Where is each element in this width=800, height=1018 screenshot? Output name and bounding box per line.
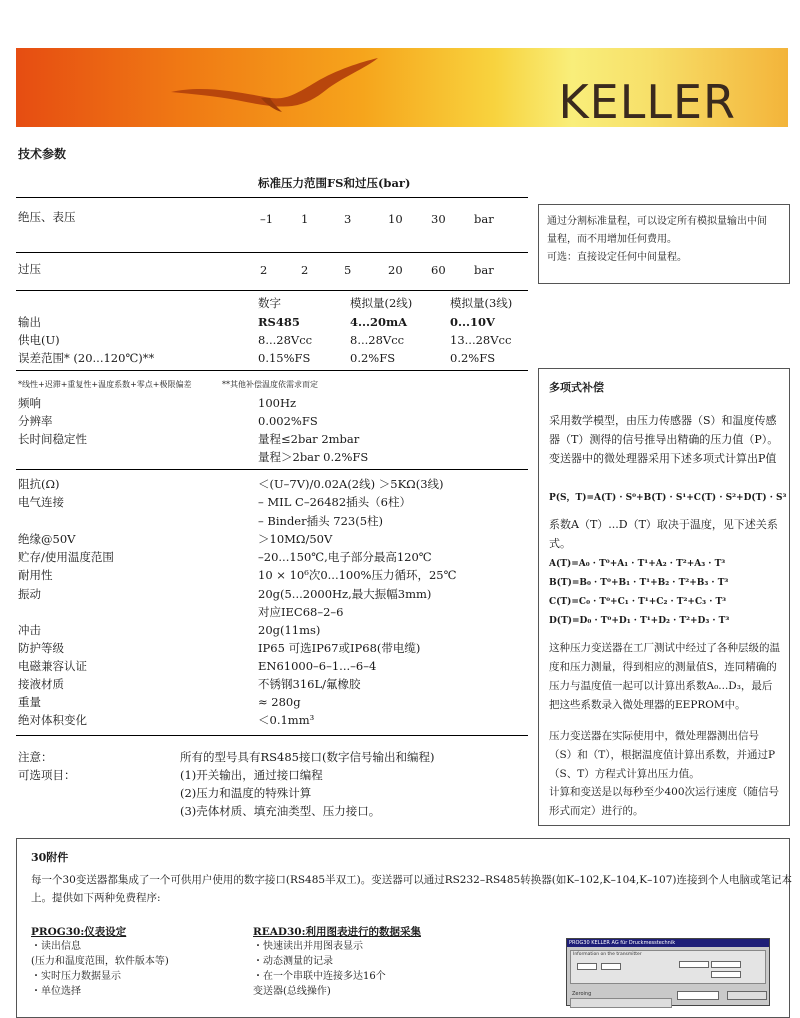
error-value: 0.15%FS [258,351,311,365]
divider [16,290,528,291]
spec-label: 电磁兼容认证 [18,659,87,673]
prog30-item: ・单位选择 [31,986,81,997]
prog30-title: PROG30:仪表设定 [31,926,127,938]
notes-line: (3)壳体材质、填充油类型、压力接口。 [180,804,381,818]
prog30-item: (压力和温度范围，软件版本等) [31,956,169,967]
range-value: –1 [260,212,274,226]
output-value: RS485 [258,315,300,329]
overpressure-value: 20 [388,263,403,277]
supply-value: 8...28Vcc [258,333,313,347]
read30-item: ・快速读出并用图表显示 [253,941,363,952]
spec-label: 绝缘@50V [18,532,76,546]
screenshot-field [601,963,621,970]
overpressure-unit: bar [474,263,494,277]
spec-value: 对应IEC68–2–6 [258,605,344,619]
col-header: 数字 [258,296,281,310]
spec-value: 20g(11ms) [258,623,321,637]
read30-item: 变送器(总线操作) [253,986,331,997]
screenshot-panel [570,950,766,984]
divider [16,197,528,198]
range-note-box [538,204,790,284]
spec-label: 耐用性 [18,568,53,582]
spec-label: 阻抗(Ω) [18,477,60,491]
spec-value: ＞10MΩ/50V [258,532,333,546]
poly-title: 多项式补偿 [549,381,604,394]
prog30-item: ・读出信息 [31,941,81,952]
spec-value: –20...150℃,电子部分最高120℃ [258,550,432,564]
supply-label: 供电(U) [18,333,60,347]
screenshot-label: Zeroing [572,991,592,997]
options-label: 可选项目： [18,768,76,782]
overpressure-value: 2 [301,263,309,277]
spec-label: 防护等级 [18,641,64,655]
divider [16,469,528,470]
spec-value: 量程＞2bar 0.2%FS [258,450,369,464]
screenshot-field [677,991,719,1000]
notes-line: (2)压力和温度的特殊计算 [180,786,312,800]
col-header: 模拟量(3线) [450,296,513,310]
poly-eq: B(T)=B₀ · T⁰+B₁ · T¹+B₂ · T²+B₃ · T³ [549,578,729,588]
screenshot-group [570,998,672,1008]
read30-item: ・在一个串联中连接多达16个 [253,971,386,982]
notes-line: 所有的型号具有RS485接口(数字信号输出和编程) [180,750,435,764]
col-header: 模拟量(2线) [350,296,413,310]
error-value: 0.2%FS [350,351,396,365]
range-value: 1 [301,212,309,226]
company-logo: KELLER [558,75,736,127]
supply-value: 8...28Vcc [350,333,405,347]
spec-value: IP65 可选IP67或IP68(带电缆) [258,641,421,655]
software-screenshot [566,938,770,1006]
screenshot-field [577,963,597,970]
spec-label: 贮存/使用温度范围 [18,550,114,564]
spec-value: ＜(U–7V)/0.02A(2线) ＞5KΩ(3线) [258,477,444,491]
poly-eq: A(T)=A₀ · T⁰+A₁ · T¹+A₂ · T²+A₃ · T³ [549,559,726,569]
range-value: 3 [344,212,352,226]
poly-text: 系数A（T）...D（T）取决于温度，见下述关系式。 [549,518,778,550]
spec-value: ≈ 280g [258,695,301,709]
poly-text: 这种压力变送器在工厂测试中经过了各种层级的温度和压力测量，得到相应的测量值S，连同精确的压力与温度值一起可以计算出系数A₀...D₃，最后把这些系数录入微处理器的EEPROM中。 [549,642,780,711]
spec-label: 接液材质 [18,677,64,691]
note-line: 量程，而不用增加任何费用。 [547,234,677,245]
screenshot-field [711,961,741,968]
divider [16,370,528,371]
overpressure-value: 60 [431,263,446,277]
range-unit: bar [474,212,494,226]
poly-text: 计算和变送是以每秒至少400次运行速度（随信号形式而定）进行的。 [549,786,780,817]
bird-logo-icon [166,54,396,114]
accessory-text: 每一个30变送器都集成了一个可供用户使用的数字接口(RS485半双工)。变送器可以通过RS232–RS485转换器(如K–102,K–104,K–107)连接到个人电脑或笔记本 [31,874,792,886]
screenshot-field [679,961,709,968]
output-label: 输出 [18,315,41,329]
spec-value: 100Hz [258,396,297,410]
accessory-text: 上。提供如下两种免费程序: [31,892,161,904]
output-value: 0...10V [450,315,495,329]
screenshot-titlebar: PROG30 KELLER AG für Druckmesstechnik [567,939,769,947]
supply-value: 13...28Vcc [450,333,512,347]
spec-value: EN61000–6–1...–6–4 [258,659,377,673]
spec-label: 冲击 [18,623,41,637]
screenshot-field [711,971,741,978]
footnote: **其他补偿温度依需求而定 [222,380,318,389]
error-label: 误差范围* (20...120℃)** [18,351,155,365]
notes-label: 注意： [18,750,53,764]
spec-value: 不锈钢316L/氟橡胶 [258,677,361,691]
output-value: 4...20mA [350,315,408,329]
spec-value: ＜0.1mm³ [258,713,315,727]
spec-label: 重量 [18,695,41,709]
notes-line: (1)开关输出，通过接口编程 [180,768,323,782]
screenshot-button [727,991,767,1000]
spec-value: 10 × 10⁶次0...100%压力循环，25℃ [258,568,457,582]
overpressure-value: 2 [260,263,268,277]
range-value: 10 [388,212,403,226]
spec-label: 电气连接 [18,495,64,509]
table-title: 标准压力范围FS和过压(bar) [258,176,411,190]
section-title: 技术参数 [18,147,67,161]
overpressure-label: 过压 [18,262,41,276]
spec-label: 振动 [18,587,41,601]
poly-text: 采用数学模型，由压力传感器（S）和温度传感器（T）测得的信号推导出精确的压力值（P）。变送器中的微处理器采用下述多项式计算出P值 [549,414,779,465]
footnote: *线性+迟滞+重复性+温度系数+零点+极限偏差 [18,380,192,389]
spec-value: 量程≤2bar 2mbar [258,432,360,446]
read30-item: ・动态测量的记录 [253,956,333,967]
prog30-item: ・实时压力数据显示 [31,971,121,982]
range-label: 绝压、表压 [18,210,76,224]
spec-value: – MIL C–26482插头（6柱） [258,495,411,509]
spec-label: 长时间稳定性 [18,432,87,446]
read30-title: READ30:利用图表进行的数据采集 [253,926,421,938]
spec-label: 绝对体积变化 [18,713,87,727]
error-value: 0.2%FS [450,351,496,365]
spec-value: 0.002%FS [258,414,318,428]
polynomial-box [538,368,790,826]
poly-eq: D(T)=D₀ · T⁰+D₁ · T¹+D₂ · T²+D₃ · T³ [549,616,730,626]
overpressure-value: 5 [344,263,352,277]
accessory-title: 30附件 [31,851,69,864]
divider [16,252,528,253]
spec-value: – Binder插头 723(5柱) [258,514,384,528]
divider [16,735,528,736]
spec-value: 20g(5...2000Hz,最大振幅3mm) [258,587,432,601]
screenshot-label: Information on the transmitter [573,952,642,957]
poly-eq: C(T)=C₀ · T⁰+C₁ · T¹+C₂ · T²+C₃ · T³ [549,597,727,607]
spec-label: 频响 [18,396,41,410]
header-banner [16,48,788,127]
note-line: 可选：直接设定任何中间量程。 [547,252,687,263]
note-line: 通过分割标准量程，可以设定所有模拟量输出中间 [547,216,767,227]
poly-formula: P(S，T)=A(T) · S⁰+B(T) · S¹+C(T) · S²+D(T) · S³ [549,493,787,503]
poly-text: 压力变送器在实际使用中，微处理器测出信号（S）和（T），根据温度值计算出系数，并通过P（S、T）方程式计算出压力值。 [549,730,776,780]
spec-label: 分辨率 [18,414,53,428]
range-value: 30 [431,212,446,226]
